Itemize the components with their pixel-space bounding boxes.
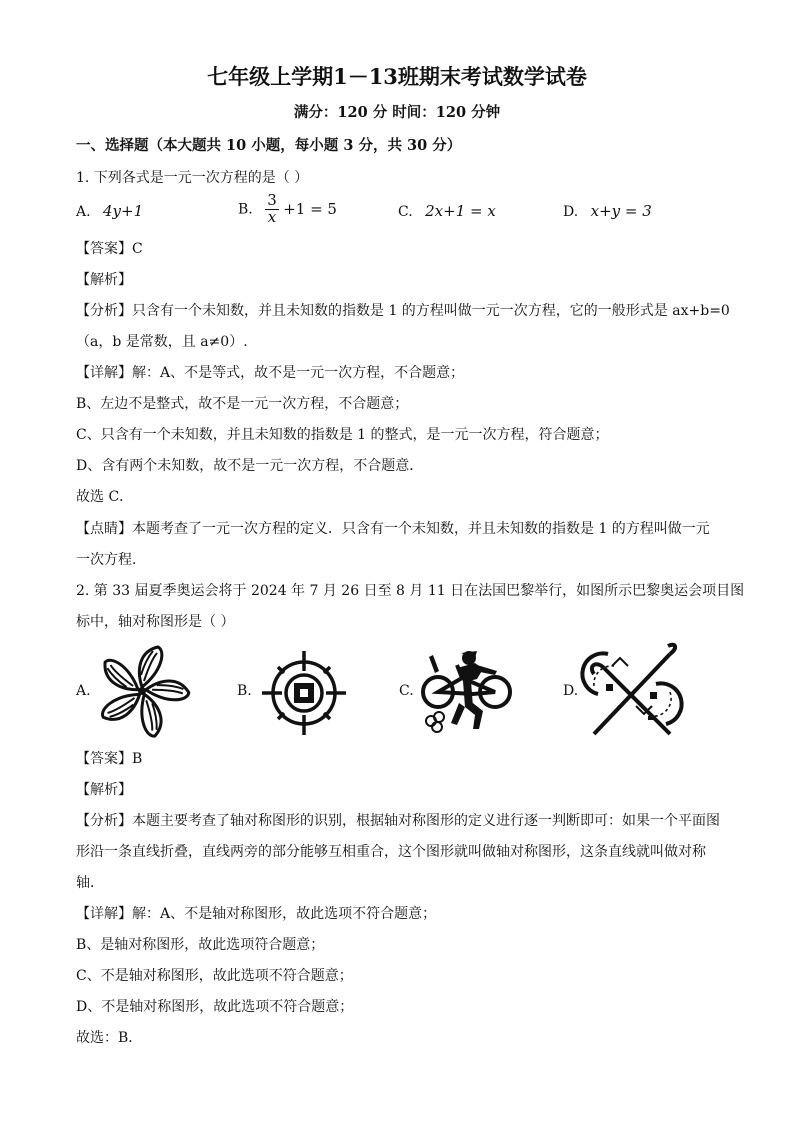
pinwheel-icon[interactable]	[97, 645, 187, 737]
q1-analysis-heading: 【解析】	[76, 272, 132, 288]
q1-detail-line-1: 【详解】解：A、不是等式，故不是一元一次方程，不合题意；	[76, 365, 465, 381]
q1-answer: 【答案】C	[76, 241, 143, 257]
q2-stem-line-1: 2. 第 33 届夏季奥运会将于 2024 年 7 月 26 日至 8 月 11 日在法国巴黎举行，如图所示巴黎奥运会项目图	[76, 583, 745, 599]
q2-analysis-heading: 【解析】	[76, 782, 132, 798]
q2-answer: 【答案】B	[76, 751, 143, 767]
q1-option-d[interactable]	[563, 204, 652, 219]
q2-option-a-label[interactable]: A.	[76, 683, 91, 699]
page-title: 七年级上学期1－13班期末考试数学试卷	[207, 64, 587, 89]
score-time-subtitle: 满分：120 分 时间：120 分钟	[293, 104, 501, 121]
q1-option-c-expr: 2x+1 = x	[425, 202, 496, 220]
q1-option-b[interactable]	[238, 193, 337, 226]
q1-detail-line-2: B、左边不是整式，故不是一元一次方程，不合题意；	[76, 396, 409, 412]
q1-option-a-label: A.	[76, 204, 91, 220]
target-icon[interactable]	[258, 647, 350, 739]
q1-analysis-text-2: （a，b 是常数，且 a≠0）.	[76, 334, 248, 350]
q1-option-b-rest: +1 = 5	[283, 199, 337, 218]
q1-key-point-2: 一次方程．	[76, 552, 146, 568]
q2-stem-line-2: 标中，轴对称图形是（ ）	[76, 614, 235, 630]
q1-stem: 1. 下列各式是一元一次方程的是（ ）	[76, 170, 309, 186]
q1-option-c-label: C.	[398, 204, 413, 220]
q2-analysis-text-2: 形沿一条直线折叠，直线两旁的部分能够互相重合，这个图形就叫做轴对称图形，这条直线就叫做对称	[76, 844, 706, 860]
q1-option-b-label: B.	[238, 201, 253, 218]
q1-choice: 故选 C．	[76, 489, 134, 505]
q1-option-a-expr: 4y+1	[103, 202, 144, 220]
q1-option-d-label: D.	[563, 204, 579, 220]
q1-key-point-1: 【点睛】本题考查了一元一次方程的定义．只含有一个未知数，并且未知数的指数是 1 的方程叫做一元	[76, 521, 710, 537]
q2-detail-line-1: 【详解】解：A、不是轴对称图形，故此选项不符合题意；	[76, 906, 437, 922]
q2-detail-line-2: B、是轴对称图形，故此选项符合题意；	[76, 937, 325, 953]
q2-detail-line-4: D、不是轴对称图形，故此选项不符合题意；	[76, 999, 354, 1015]
q1-detail-line-3: C、只含有一个未知数，并且未知数的指数是 1 的整式，是一元一次方程，符合题意；	[76, 427, 609, 443]
q1-analysis-text-1: 【分析】只含有一个未知数，并且未知数的指数是 1 的方程叫做一元一次方程，它的一般形式是 ax+b=0	[76, 303, 730, 319]
section-heading: 一、选择题（本大题共 10 小题，每小题 3 分，共 30 分）	[76, 137, 462, 154]
q2-option-d-label[interactable]: D.	[563, 683, 579, 699]
q1-detail-line-4: D、含有两个未知数，故不是一元一次方程，不合题意．	[76, 458, 424, 474]
q2-option-b-label[interactable]: B.	[237, 683, 252, 699]
q2-detail-line-3: C、不是轴对称图形，故此选项不符合题意；	[76, 968, 353, 984]
q1-option-a[interactable]	[76, 204, 143, 219]
hockey-sticks-icon[interactable]	[584, 644, 680, 738]
q1-option-d-expr: x+y = 3	[590, 202, 652, 220]
q1-option-c[interactable]	[398, 204, 496, 219]
q2-analysis-text-1: 【分析】本题主要考查了轴对称图形的识别，根据轴对称图形的定义进行逐一判断即可：如果一个平面图	[76, 813, 720, 829]
q1-option-b-numerator: 3	[267, 191, 277, 209]
q1-option-b-fraction	[265, 193, 279, 226]
q2-choice: 故选：B．	[76, 1030, 143, 1046]
q2-analysis-text-3: 轴．	[76, 875, 104, 891]
bmx-cyclist-icon[interactable]	[417, 645, 519, 737]
q1-option-b-denominator: x	[267, 207, 277, 226]
q2-option-c-label[interactable]: C.	[399, 683, 414, 699]
